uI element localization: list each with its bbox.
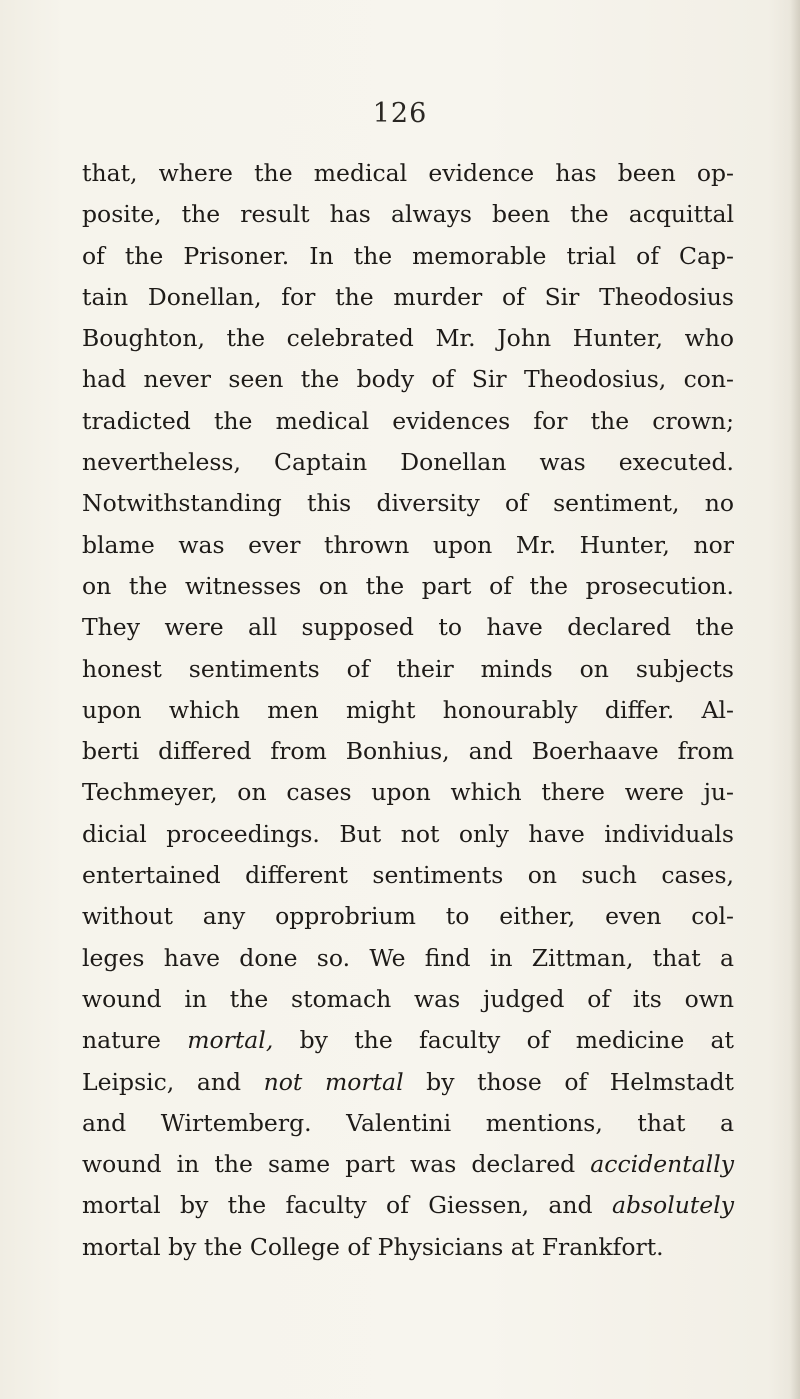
italic-text: not mortal (263, 1067, 404, 1096)
text-line: Techmeyer, on cases upon which there were ju- (82, 778, 734, 807)
text-line: honest sentiments of their minds on subjects (82, 654, 734, 683)
text-run: wound in the same part was declared (82, 1150, 591, 1179)
text-line: upon which men might honourably differ. Al- (82, 695, 734, 724)
text-line: mortal by the College of Physicians at Frankfort. (82, 1232, 664, 1261)
text-line: and Wirtemberg. Valentini mentions, that a (82, 1108, 734, 1137)
text-line: that, where the medical evidence has been op- (82, 159, 734, 187)
text-line: entertained different sentiments on such cases, (82, 861, 734, 890)
text-line: Boughton, the celebrated Mr. John Hunter, who (82, 324, 734, 353)
text-line: berti differed from Bonhius, and Boerhaave from (82, 737, 734, 766)
page-edge-shadow (790, 0, 800, 1399)
italic-text: absolutely (611, 1191, 734, 1220)
text-run: by those of Helmstadt (403, 1067, 734, 1096)
text-line: tain Donellan, for the murder of Sir Theodosius (82, 282, 734, 311)
text-run: nature (82, 1026, 188, 1055)
text-line (82, 1144, 734, 1185)
text-line: had never seen the body of Sir Theodosius, con- (82, 365, 734, 394)
text-run: by the faculty of medicine at (273, 1026, 734, 1055)
text-line: wound in the stomach was judged of its own (82, 984, 734, 1013)
text-line: posite, the result has always been the acquittal (82, 200, 734, 229)
body-text (82, 153, 734, 1268)
text-run: mortal by the faculty of Giessen, and (82, 1191, 612, 1220)
text-line: Notwithstanding this diversity of sentiment, no (82, 489, 734, 518)
text-line: They were all supposed to have declared the (82, 613, 734, 642)
text-line: leges have done so. We find in Zittman, that a (82, 943, 734, 972)
page-number: 126 (372, 98, 428, 129)
italic-text: mortal, (187, 1026, 274, 1055)
text-line (82, 1185, 734, 1226)
text-line (82, 1020, 734, 1061)
text-line: tradicted the medical evidences for the crown; (82, 406, 734, 435)
text-line (82, 1062, 734, 1103)
text-line: without any opprobrium to either, even col- (82, 902, 734, 931)
italic-text: accidentally (590, 1150, 734, 1179)
text-line: nevertheless, Captain Donellan was executed. (82, 448, 734, 477)
text-line: dicial proceedings. But not only have individuals (82, 819, 734, 848)
text-line: blame was ever thrown upon Mr. Hunter, nor (82, 530, 734, 559)
text-run: Leipsic, and (82, 1067, 264, 1096)
text-line: on the witnesses on the part of the prosecution. (82, 571, 734, 600)
text-line: of the Prisoner. In the memorable trial of Cap- (82, 241, 734, 270)
